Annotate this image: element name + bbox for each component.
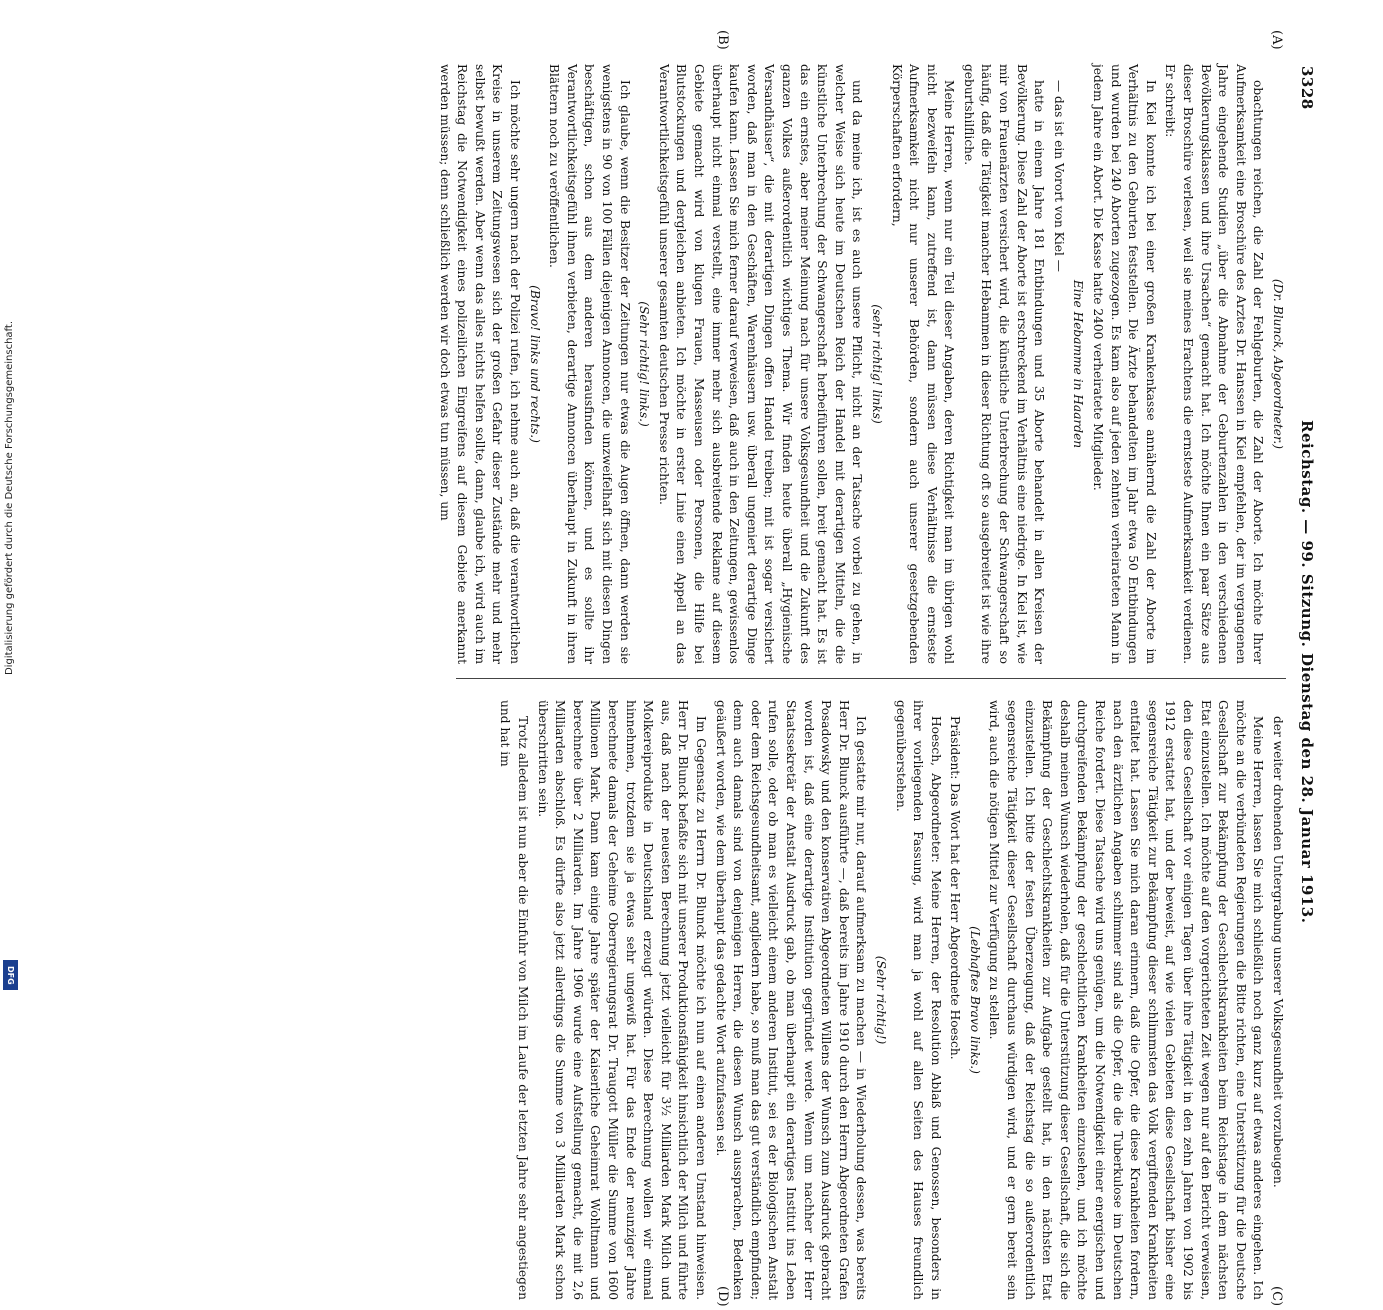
- paragraph: Präsident: Das Wort hat der Herr Abgeordnete Hoesch.: [948, 716, 963, 1060]
- margin-marker-b: (B): [715, 30, 730, 50]
- right-text-column: [446, 700, 1286, 1300]
- paragraph: der weiter drohenden Untergrabung unserer Volksgesundheit vorzubeugen.: [1271, 716, 1285, 1188]
- paragraph: Ich glaube, wenn die Besitzer der Zeitungen nur etwas die Augen öffnen, dann werden sie wenigstens in 90 von 100 Fällen diejenigen Annoncen, die unzweifelhaft sich mit diesen Dingen beschäftigen, schon aus dem anderen herausfinden können, und es sollte ihr Verantwortlichkeitsgefühl ihnen verbieten, derartige Annoncen überhaupt in Zukunft in ihren Blättern noch zu veröffentlichen.: [547, 64, 632, 664]
- paragraph: Trotz alledem ist nun aber die Einfuhr von Milch im Laufe der letzten Jahre sehr angestiegen und hat im: [498, 700, 531, 1300]
- margin-marker-a: (A): [1269, 30, 1284, 50]
- margin-marker-d: (D): [715, 1286, 730, 1307]
- interjection: (Lebhaftes Bravo links.): [967, 926, 982, 1074]
- paragraph: — das ist ein Vorort von Kiel —: [1051, 80, 1066, 272]
- interjection: (Bravo! links und rechts.): [527, 285, 542, 443]
- paragraph: Meine Herren, wenn nur ein Teil dieser Angaben, deren Richtigkeit man im übrigen wohl nicht bezweifeln kann, zutreffend ist, dann müssen diese Verhältnisse die ernsteste Aufmerksamkeit nicht nur unserer Behörden, sondern auch unserer gesetzgebenden Körperschaften erfordern,: [889, 64, 957, 664]
- paragraph: Meine Herren, lassen Sie mich schließlich noch ganz kurz auf etwas anderes eingehen. Ich möchte an die verbündeten Regierungen die Bitte richten, eine Unterstützung für die Deutsche Gesellschaft zur Bekämpfung der Geschlechtskrankheiten beim Reichstage in dem nächsten Etat einzustellen. Ich möchte auf den vorgerichteten Zeit wegen nur auf den Bericht verweisen, den diese Gesellschaft vor einigen Tagen über ihre Tätigkeit in den zehn Jahren von 1902 bis 1912 erstattet hat, und der beweist, auf wie vielen Gebieten diese Gesellschaft bisher eine segensreiche Tätigkeit zur Bekämpfung dieser schlimmsten das Volk vergiftenden Krankheiten entfaltet hat. Lassen Sie mich daran erinnern, daß die Opfer, die diese Krankheiten fordern, nach den ärztlichen Angaben schlimmer sind als die Opfer, die die Tuberkulose im Deutschen Reiche fordert. Diese Tatsache wird uns genügen, um die Notwendigkeit einer energischen und durchgreifenden Bekämpfung der geschlechtlichen Krankheiten einzusehen, und ich möchte deshalb meinen Wunsch wiederholen, daß für die Unterstützung dieser Gesellschaft, die sich die Bekämpfung der Geschlechtskrankheiten zur Aufgabe gestellt hat, in den nächsten Etat einzustellen. Ich bitte der festen Überzeugung, daß der Reichstag die so außerordentlich segensreiche Tätigkeit dieser Gesellschaft durchaus würdigen wird, und er gern bereit sein wird, auch die nötigen Mittel zur Verfügung zu stellen.: [987, 700, 1266, 1300]
- column-divider: [456, 678, 1286, 679]
- paragraph: obachtungen reichen, die Zahl der Fehlgeburten, die Zahl der Aborte. Ich möchte Ihrer Aufmerksamkeit eine Broschüre des Arztes Dr. Hanssen in Kiel empfehlen, der im vergangenen Jahre eingehende Studien „über die Abnahme der Geburtenzahlen in den verschiedenen Bevölkerungsklassen und ihre Ursachen“ gemacht hat. Ich möchte Ihnen ein paar Sätze aus dieser Broschüre verlesen, weil sie meines Erachtens die ernsteste Aufmerksamkeit verdienen. Er schreibt:: [1163, 64, 1266, 664]
- paragraph: und da meine ich, ist es auch unsere Pflicht, nicht an der Tatsache vorbei zu gehen, in welcher Weise sich heute im Deutschen Reich der Handel mit derartigen Mitteln, die die künstliche Unterbrechung der Schwangerschaft herbeiführen sollen, breit gemacht hat. Es ist das ein ernstes, aber meiner Meinung nach für unsere Volksgesundheit und die Zukunft des ganzen Volkes außerordentlich wichtiges Thema. Wir finden heute überall „Hygienische Versandhäuser“, die mit derartigen Dingen offen Handel treiben; mit ist sogar versichert worden, daß man in den Geschäften, Warenhäusern usw. überall ungeniert derartige Dinge kaufen kann. Lassen Sie mich ferner darauf verweisen, daß auch in den Zeitungen, gewissenlos überhaupt nicht einmal verstellt, eine immer mehr sich ausbreitende Reklame auf diesem Gebiete gemacht wird von klugen Frauen, Masseusen oder Personen, die Hilfe bei Blutstockungen und dergleichen anbieten. Ich möchte in erster Linie einen Appell an das Verantwortlichkeitsgefühl unserer gesamten deutschen Presse richten.: [656, 64, 865, 664]
- paragraph: Hoesch, Abgeordneter: Meine Herren, der Resolution Ablaß und Genossen, besonders in ihrer vorliegenden Fassung, wird man ja wohl auf allen Seiten des Hauses freundlich gegenüberstehen.: [893, 700, 943, 1300]
- paragraph: Im Gegensatz zu Herrn Dr. Blunck möchte ich nun auf einen anderen Umstand hinweisen. Herr Dr. Blunck befaßte sich mit unserer Produktionsfähigkeit hinsichtlich der Milch und führte aus, daß nach der neuesten Berechnung jetzt vielleicht für 3½ Milliarden Mark Milch und Molkereiprodukte in Deutschland erzeugt würden. Diese Berechnung wollen wir einmal hinnehmen, trotzdem sie ja etwas sehr ungewiß hat. Für das Ende der neunziger Jahre berechnete damals der Geheime Oberregierungsrat Dr. Traugott Müller die Summe von 1600 Millionen Mark. Dann kam einige Jahre später der Kaiserliche Geheimrat Wohltmann und berechnete über 2 Milliarden. Im Jahre 1906 wurde eine Aufstellung gemacht, die mit 2,6 Milliarden abschloß. Es dürfte also jetzt allerdings die Summe von 3 Milliarden Mark schon überschritten sein.: [535, 700, 708, 1300]
- paragraph: Ich möchte sehr ungern nach der Polizei rufen, ich nehme auch an, daß die verantwortlichen Kreise in unserem Zeitungswesen sich der großen Gefahr dieser Zustände mehr und mehr selbst bewußt werden. Aber wenn das alles nichts helfen sollte, dann, glaube ich, wird auch im Reichstag die Notwendigkeit eines polizeilichen Eingreifens auf diesem Gebiete anerkannt werden müssen; denn schließlich werden wir doch etwas tun müssen, um: [437, 64, 523, 664]
- rotated-page-content: [70, 30, 1320, 1307]
- paragraph: Eine Hebamme in Haarden: [1071, 279, 1086, 449]
- running-header: [1292, 60, 1320, 1310]
- paragraph: hatte in einem Jahre 181 Entbindungen und 35 Aborte behandelt in allen Kreisen der Bevölkerung. Diese Zahl der Aborte ist erschreckend im Verhältnis eine niedrige. In Kiel ist, wie mir von Frauenärzten versichert wird, die künstliche Unterbrechung der Schwangerschaft so häufig, daß die Tätigkeit mancher Hebammen in dieser Richtung oft so ausgebreitet ist wie ihre geburtshilfliche.: [961, 64, 1047, 664]
- speaker-tag: (Dr. Blunck, Abgeordneter.): [1271, 278, 1285, 450]
- left-text-column: [437, 64, 1286, 664]
- page-title: Reichstag. — 99. Sitzung. Dienstag den 28. Januar 1913.: [1298, 420, 1316, 924]
- digitization-margin: [0, 0, 22, 1000]
- paragraph: Ich gestatte mir nur, darauf aufmerksam zu machen — in Wiederholung dessen, was bereits Herr Dr. Blunck ausführte —, daß bereits im Jahre 1910 durch den Herrn Abgeordneten Grafen Posadowsky und den konservativen Abgeordneten Willens der Wunsch zum Ausdruck gebracht worden ist, daß eine derartige Institution gegründet werde. Wenn um nachher der Herr Staatssekretär der Anstalt Ausdruck gab, ob man überhaupt ein derartiges Institut ins Leben rufen solle, oder ob man es vielleicht einem anderen Institut, sei es der Biologischen Anstalt oder dem Reichsgesundheitsamt, angliedern habe, so muß man das gut verständlich empfinden; denn auch damals sind von denjenigen Herren, die diesen Wunsch aussprachen, Bedenken geäußert worden, wie dem überhaupt das gedachte Wort aufzufassen sei.: [713, 700, 869, 1300]
- digitization-note: Digitalisierung gefördert durch die Deutsche Forschungsgemeinschaft.: [4, 320, 15, 676]
- margin-marker-c: (C): [1269, 1286, 1284, 1307]
- paragraph: In Kiel konnte ich bei einer großen Krankenkasse annähernd die Zahl der Aborte im Verhältnis zu den Geburten feststellen. Die Ärzte behandelten im Jahr etwa 50 Entbindungen und wurden bei 240 Aborten zugezogen. Es kam also auf jeden zehnten verheirateten Mann in jedem Jahre ein Abort. Die Kasse hatte 2400 verheiratete Mitglieder.: [1091, 64, 1158, 664]
- interjection: (Sehr richtig!): [873, 955, 888, 1045]
- page-number: 3328: [1298, 66, 1316, 110]
- interjection: (sehr richtig! links): [869, 304, 884, 424]
- dfg-logo: DFG: [3, 960, 18, 990]
- interjection: (Sehr richtig! links.): [637, 301, 652, 427]
